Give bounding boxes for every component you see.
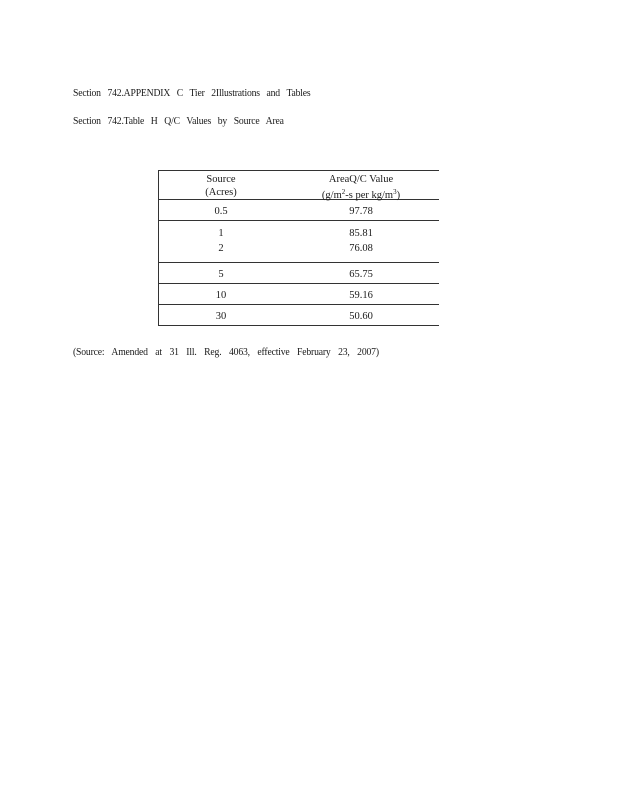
cell-value: 85.81 [349, 228, 373, 239]
cell-area: 2 [218, 243, 224, 254]
cell-area: 1 [218, 228, 224, 239]
cell-area: 0.5 [214, 206, 228, 217]
header-qc-value [283, 171, 439, 199]
cell-value: 59.16 [349, 290, 373, 301]
header-source-label: Source [206, 174, 236, 185]
table-row [159, 200, 439, 221]
header-source-unit: (Acres) [205, 187, 237, 198]
section-heading: Section 742.APPENDIX C Tier 2Illustrations and Tables [73, 87, 311, 99]
qc-values-table [158, 170, 439, 326]
table-header-row [159, 170, 439, 200]
source-note: (Source: Amended at 31 Ill. Reg. 4063, effective February 23, 2007) [73, 346, 379, 358]
cell-value: 97.78 [349, 206, 373, 217]
cell-area-group [159, 221, 283, 262]
table-title: Section 742.Table H Q/C Values by Source Area [73, 115, 284, 127]
table-row [159, 305, 439, 326]
header-qc-label: AreaQ/C Value [328, 174, 394, 185]
cell-area: 10 [215, 290, 227, 301]
cell-value: 65.75 [349, 269, 373, 280]
cell-area: 5 [218, 269, 224, 280]
unit-part-b: -s per kg/m [345, 190, 394, 201]
unit-part-c: ) [396, 190, 401, 201]
header-source [159, 171, 283, 199]
cell-area: 30 [215, 311, 227, 322]
cell-value-group [283, 221, 439, 262]
table-row [159, 263, 439, 284]
table-row [159, 284, 439, 305]
unit-sup-a: 2 [341, 188, 346, 196]
cell-value: 50.60 [349, 311, 373, 322]
unit-sup-b: 3 [393, 188, 397, 196]
unit-part-a: (g/m [321, 190, 342, 201]
cell-value: 76.08 [349, 243, 373, 254]
table-row-group [159, 221, 439, 263]
